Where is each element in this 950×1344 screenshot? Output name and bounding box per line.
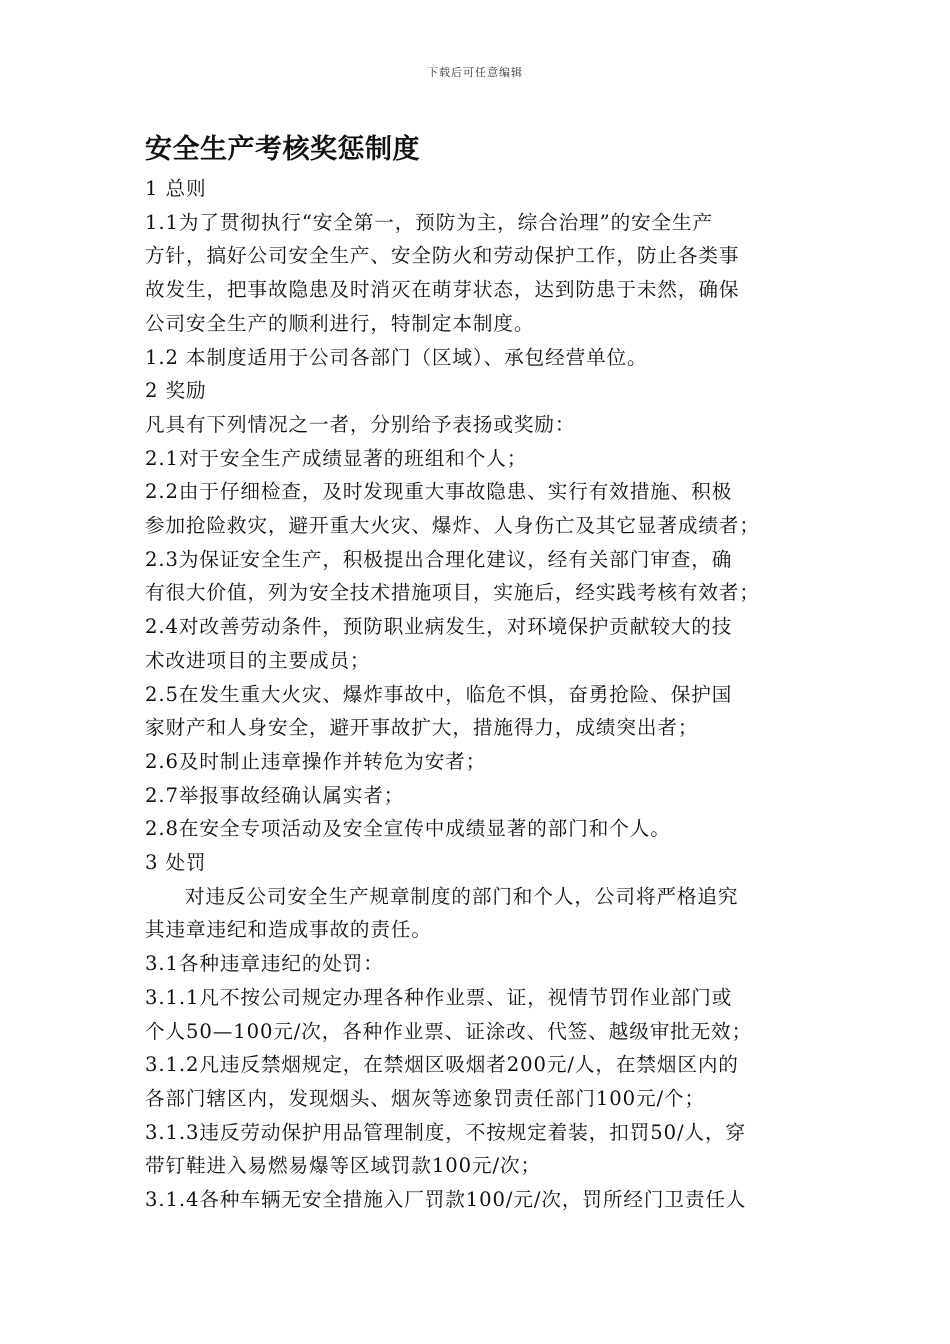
text-line: 2.3为保证安全生产，积极提出合理化建议，经有关部门审查，确: [145, 547, 733, 571]
text-line: 2.1对于安全生产成绩显著的班组和个人；: [145, 446, 528, 470]
text-line: 凡具有下列情况之一者，分别给予表扬或奖励：: [145, 412, 576, 436]
text-line: 1 总则: [145, 177, 207, 200]
text-line: 2.5在发生重大火灾、爆炸事故中，临危不惧，奋勇抢险、保护国: [145, 682, 733, 706]
document-body: [145, 128, 810, 1217]
text-line: 3.1.3违反劳动保护用品管理制度，不按规定着装，扣罚50/人，穿: [145, 1120, 746, 1144]
text-line: 3 处罚: [145, 851, 207, 875]
header-note: 下载后可任意编辑: [427, 66, 523, 79]
text-line: 有很大价值，列为安全技术措施项目，实施后，经实践考核有效者；: [145, 581, 760, 605]
text-line: 参加抢险救灾，避开重大火灾、爆炸、人身伤亡及其它显著成绩者；: [145, 514, 760, 538]
text-line: 2.8在安全专项活动及安全宣传中成绩显著的部门和个人。: [145, 817, 671, 841]
text-line: 方针，搞好公司安全生产、安全防火和劳动保护工作，防止各类事: [145, 244, 740, 268]
text-line: 术改进项目的主要成员；: [145, 648, 371, 672]
text-line: 3.1各种违章违纪的处罚：: [145, 952, 384, 976]
text-line: 其违章违纪和造成事故的责任。: [145, 918, 432, 942]
text-line: 2.4对改善劳动条件，预防职业病发生，对环境保护贡献较大的技: [145, 615, 733, 639]
text-line: 2.6及时制止违章操作并转危为安者；: [145, 749, 487, 773]
text-line: 3.1.2凡违反禁烟规定，在禁烟区吸烟者200元/人，在禁烟区内的: [145, 1053, 739, 1077]
text-line: 2.2由于仔细检查，及时发现重大事故隐患、实行有效措施、积极: [145, 480, 733, 504]
text-line: 带钉鞋进入易燃易爆等区域罚款100元/次；: [145, 1154, 541, 1178]
text-line: 2 奖励: [145, 379, 207, 403]
text-line: 对违反公司安全生产规章制度的部门和个人，公司将严格追究: [185, 884, 739, 908]
text-line: 2.7举报事故经确认属实者；: [145, 783, 405, 807]
text-line: 3.1.4各种车辆无安全措施入厂罚款100/元/次，罚所经门卫责任人: [145, 1188, 747, 1212]
text-line: 3.1.1凡不按公司规定办理各种作业票、证，视情节罚作业部门或: [145, 985, 733, 1009]
text-line: 各部门辖区内，发现烟头、烟灰等迹象罚责任部门100元/个；: [145, 1086, 705, 1110]
document-title: 安全生产考核奖惩制度: [145, 134, 420, 165]
text-line: 1.2 本制度适用于公司各部门（区域）、承包经营单位。: [145, 345, 648, 369]
text-line: 1.1为了贯彻执行“安全第一，预防为主，综合治理”的安全生产: [145, 210, 714, 234]
text-line: 公司安全生产的顺利进行，特制定本制度。: [145, 311, 535, 335]
text-line: 个人50—100元/次，各种作业票、证涂改、代签、越级审批无效；: [145, 1019, 753, 1043]
text-line: 家财产和人身安全，避开事故扩大，措施得力，成绩突出者；: [145, 716, 699, 740]
text-line: 故发生，把事故隐患及时消灭在萌芽状态，达到防患于未然，确保: [145, 278, 740, 302]
